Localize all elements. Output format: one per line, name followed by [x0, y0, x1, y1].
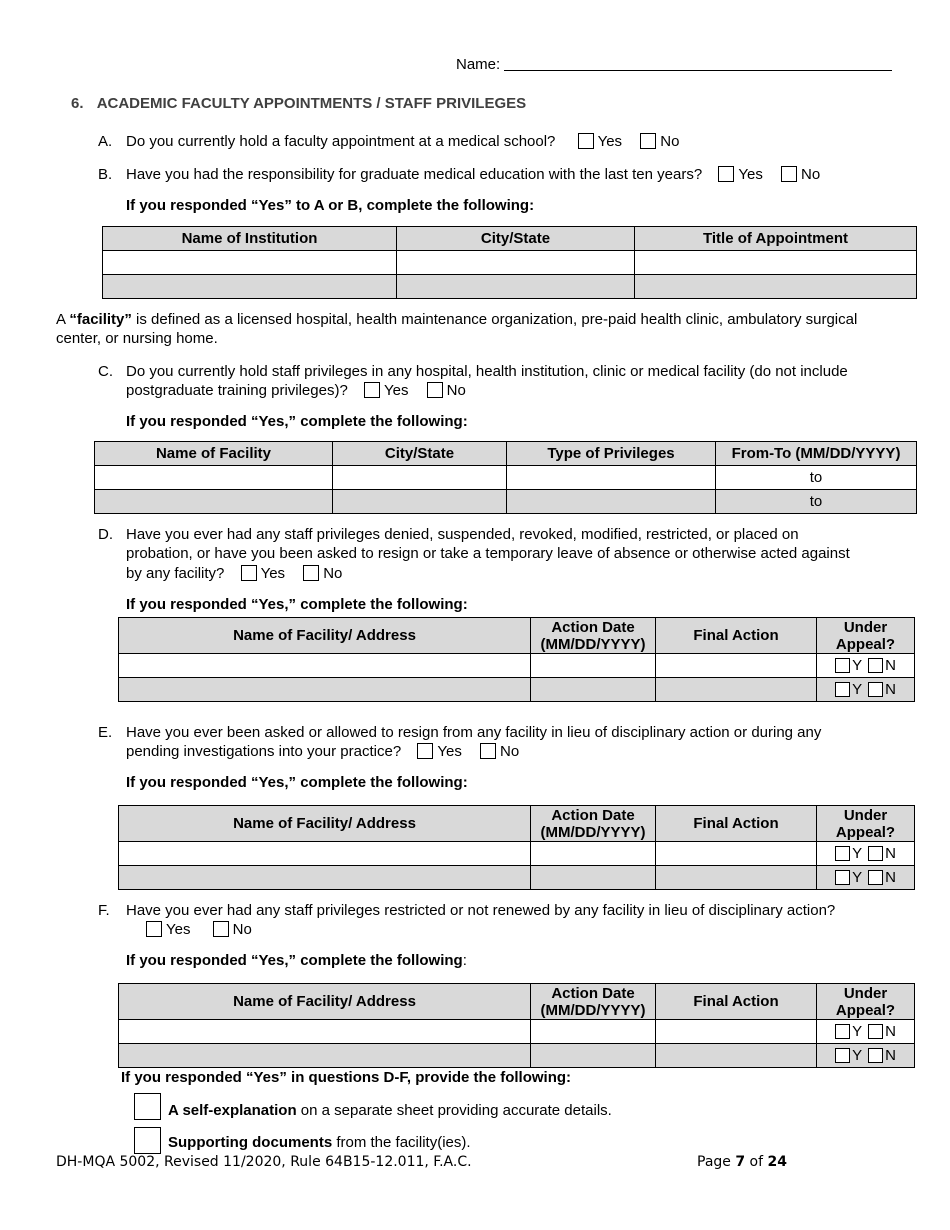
action-table-d	[118, 617, 915, 702]
table-row	[119, 1020, 915, 1044]
question-e-no-checkbox[interactable]	[480, 743, 496, 759]
col-header-facility: Name of Facility	[95, 442, 333, 466]
appeal-n-checkbox[interactable]	[868, 870, 883, 885]
title-cell[interactable]	[635, 275, 917, 299]
col-header-facility-address: Name of Facility/ Address	[119, 618, 531, 654]
table-row	[103, 275, 917, 299]
question-f-yes-checkbox[interactable]	[146, 921, 162, 937]
no-label: No	[660, 133, 680, 150]
action-table-f	[118, 983, 915, 1068]
privileges-cell[interactable]	[507, 490, 716, 514]
col-header-facility-address: Name of Facility/ Address	[119, 984, 531, 1020]
table-row	[119, 866, 915, 890]
final-action-cell[interactable]	[656, 842, 817, 866]
self-explanation-text: on a separate sheet providing accurate details.	[296, 1102, 612, 1119]
facility-cell[interactable]	[95, 466, 333, 490]
action-table-e	[118, 805, 915, 890]
section-heading	[71, 95, 526, 113]
appeal-y-checkbox[interactable]	[835, 1048, 850, 1063]
action-date-cell[interactable]	[531, 1020, 656, 1044]
question-e-line2	[126, 743, 533, 761]
section-number: 6.	[71, 95, 84, 112]
col-header-final-action: Final Action	[656, 806, 817, 842]
self-explanation-label: A self-explanation	[168, 1102, 297, 1119]
col-header-final-action: Final Action	[656, 618, 817, 654]
instruction-d-f: If you responded “Yes” in questions D-F, provide the following:	[121, 1069, 572, 1086]
appeal-n-checkbox[interactable]	[868, 1024, 883, 1039]
final-action-cell[interactable]	[656, 1044, 817, 1068]
faculty-appointment-table	[102, 226, 917, 299]
question-d-text: by any facility?	[126, 565, 225, 582]
col-header-action-date: Action Date (MM/DD/YYYY)	[531, 806, 656, 842]
current-page: 7	[735, 1154, 746, 1170]
question-e-line1: Have you ever been asked or allowed to resign from any facility in lieu of disciplinary action or during any	[126, 724, 822, 741]
staff-privileges-table	[94, 441, 917, 514]
question-a-yes-checkbox[interactable]	[578, 133, 594, 149]
form-identifier: DH-MQA 5002, Revised 11/2020, Rule 64B15-12.011, F.A.C.	[56, 1154, 472, 1170]
facility-definition-line1	[56, 311, 857, 329]
final-action-cell[interactable]	[656, 1020, 817, 1044]
y-label: Y	[852, 1023, 863, 1040]
y-label: Y	[852, 869, 863, 886]
instruction-e: If you responded “Yes,” complete the following:	[126, 774, 468, 791]
table-row	[119, 678, 915, 702]
supporting-documents-checkbox[interactable]	[134, 1127, 161, 1154]
appeal-y-checkbox[interactable]	[835, 846, 850, 861]
n-label: N	[885, 657, 896, 674]
action-date-cell[interactable]	[531, 866, 656, 890]
table-row	[95, 490, 917, 514]
col-header-title: Title of Appointment	[635, 227, 917, 251]
facility-address-cell[interactable]	[119, 1044, 531, 1068]
question-b-letter: B.	[98, 166, 113, 183]
no-label: No	[500, 743, 520, 760]
no-label: No	[446, 382, 466, 399]
yes-label: Yes	[738, 166, 763, 183]
yes-label: Yes	[437, 743, 462, 760]
instruction-c: If you responded “Yes,” complete the following:	[126, 413, 468, 430]
city-state-cell[interactable]	[397, 251, 635, 275]
question-b-yes-checkbox[interactable]	[718, 166, 734, 182]
yes-label: Yes	[383, 382, 409, 399]
supporting-documents-item	[168, 1134, 471, 1152]
question-c-line2	[126, 382, 480, 400]
no-label: No	[801, 166, 821, 183]
question-a-letter: A.	[98, 133, 113, 150]
yes-label: Yes	[166, 921, 191, 938]
name-label: Name:	[456, 56, 501, 73]
col-header-action-date: Action Date (MM/DD/YYYY)	[531, 984, 656, 1020]
question-c-yes-checkbox[interactable]	[364, 382, 380, 398]
instruction-f-bold: If you responded “Yes,” complete the following	[126, 952, 463, 969]
privileges-cell[interactable]	[507, 466, 716, 490]
n-label: N	[885, 1047, 896, 1064]
under-appeal-cell	[817, 654, 915, 678]
col-header-under-appeal: Under Appeal?	[817, 806, 915, 842]
facility-address-cell[interactable]	[119, 654, 531, 678]
n-label: N	[885, 681, 896, 698]
under-appeal-cell	[817, 678, 915, 702]
n-label: N	[885, 845, 896, 862]
final-action-cell[interactable]	[656, 678, 817, 702]
appeal-n-checkbox[interactable]	[868, 658, 883, 673]
col-header-city-state: City/State	[333, 442, 507, 466]
appeal-n-checkbox[interactable]	[868, 846, 883, 861]
instruction-a-b: If you responded “Yes” to A or B, complete the following:	[126, 197, 535, 214]
question-d-line1: Have you ever had any staff privileges denied, suspended, revoked, modified, restricted, or placed on	[126, 526, 799, 543]
facility-address-cell[interactable]	[119, 842, 531, 866]
question-d-yes-checkbox[interactable]	[241, 565, 257, 581]
appeal-y-checkbox[interactable]	[835, 682, 850, 697]
action-date-cell[interactable]	[531, 654, 656, 678]
yes-label: Yes	[597, 133, 623, 150]
page-number: Page 7 of 24	[697, 1154, 787, 1170]
institution-cell[interactable]	[103, 251, 397, 275]
facility-address-cell[interactable]	[119, 1020, 531, 1044]
col-header-under-appeal: Under Appeal?	[817, 618, 915, 654]
from-to-cell[interactable]: to	[716, 490, 917, 514]
title-cell[interactable]	[635, 251, 917, 275]
table-row	[119, 842, 915, 866]
question-c-letter: C.	[98, 363, 113, 380]
col-header-action-date: Action Date (MM/DD/YYYY)	[531, 618, 656, 654]
appeal-y-checkbox[interactable]	[835, 1024, 850, 1039]
question-e-letter: E.	[98, 724, 113, 741]
question-b	[126, 166, 834, 184]
question-c-line1: Do you currently hold staff privileges in any hospital, health institution, clinic or medical facility (do not include	[126, 363, 848, 380]
table-row	[119, 1044, 915, 1068]
appeal-y-checkbox[interactable]	[835, 658, 850, 673]
supporting-documents-label: Supporting documents	[168, 1134, 333, 1151]
facility-cell[interactable]	[95, 490, 333, 514]
self-explanation-item	[168, 1102, 612, 1120]
question-a	[126, 133, 693, 151]
under-appeal-cell	[817, 1020, 915, 1044]
table-row	[103, 251, 917, 275]
facility-address-cell[interactable]	[119, 678, 531, 702]
under-appeal-cell	[817, 1044, 915, 1068]
question-e-yes-checkbox[interactable]	[417, 743, 433, 759]
question-b-no-checkbox[interactable]	[781, 166, 797, 182]
city-state-cell[interactable]	[333, 466, 507, 490]
facility-address-cell[interactable]	[119, 866, 531, 890]
action-date-cell[interactable]	[531, 842, 656, 866]
city-state-cell[interactable]	[397, 275, 635, 299]
supporting-documents-text: from the facility(ies).	[332, 1134, 471, 1151]
self-explanation-checkbox[interactable]	[134, 1093, 161, 1120]
question-c-no-checkbox[interactable]	[427, 382, 443, 398]
y-label: Y	[852, 845, 863, 862]
appeal-y-checkbox[interactable]	[835, 870, 850, 885]
action-date-cell[interactable]	[531, 1044, 656, 1068]
y-label: Y	[852, 1047, 863, 1064]
col-header-facility-address: Name of Facility/ Address	[119, 806, 531, 842]
section-title: ACADEMIC FACULTY APPOINTMENTS / STAFF PRIVILEGES	[96, 95, 527, 112]
question-c-text: postgraduate training privileges)?	[126, 382, 348, 399]
question-a-no-checkbox[interactable]	[640, 133, 656, 149]
table-row	[95, 466, 917, 490]
final-action-cell[interactable]	[656, 866, 817, 890]
under-appeal-cell	[817, 866, 915, 890]
question-f-no-checkbox[interactable]	[213, 921, 229, 937]
from-to-cell[interactable]: to	[716, 466, 917, 490]
name-field-row	[456, 56, 892, 74]
col-header-final-action: Final Action	[656, 984, 817, 1020]
col-header-privileges: Type of Privileges	[507, 442, 716, 466]
instruction-d: If you responded “Yes,” complete the following:	[126, 596, 468, 613]
instruction-f	[126, 952, 467, 970]
facility-definition-line2: center, or nursing home.	[56, 330, 218, 347]
n-label: N	[885, 1023, 896, 1040]
question-b-text: Have you had the responsibility for graduate medical education with the last ten years?	[126, 166, 703, 183]
col-header-under-appeal: Under Appeal?	[817, 984, 915, 1020]
no-label: No	[323, 565, 343, 582]
name-input-line[interactable]	[504, 57, 892, 71]
question-d-no-checkbox[interactable]	[303, 565, 319, 581]
y-label: Y	[852, 657, 863, 674]
facility-def-prefix: A	[56, 311, 70, 328]
question-d-letter: D.	[98, 526, 113, 543]
no-label: No	[232, 921, 252, 938]
question-e-text: pending investigations into your practice?	[126, 743, 402, 760]
appeal-n-checkbox[interactable]	[868, 1048, 883, 1063]
final-action-cell[interactable]	[656, 654, 817, 678]
institution-cell[interactable]	[103, 275, 397, 299]
city-state-cell[interactable]	[333, 490, 507, 514]
question-f-line1: Have you ever had any staff privileges restricted or not renewed by any facility in lieu of disciplinary action?	[126, 902, 836, 919]
yes-label: Yes	[260, 565, 286, 582]
total-pages: 24	[767, 1154, 787, 1170]
facility-def-rest: is defined as a licensed hospital, health maintenance organization, pre-paid health clinic, ambulatory surgical	[131, 311, 858, 328]
col-header-from-to: From-To (MM/DD/YYYY)	[716, 442, 917, 466]
action-date-cell[interactable]	[531, 678, 656, 702]
question-f-options	[146, 921, 266, 939]
appeal-n-checkbox[interactable]	[868, 682, 883, 697]
instruction-f-rest: :	[462, 952, 467, 969]
question-a-text: Do you currently hold a faculty appointment at a medical school?	[126, 133, 556, 150]
question-d-line2: probation, or have you been asked to resign or take a temporary leave of absence or otherwise acted against	[126, 545, 850, 562]
facility-term: “facility”	[69, 311, 132, 328]
col-header-city-state: City/State	[397, 227, 635, 251]
under-appeal-cell	[817, 842, 915, 866]
question-f-letter: F.	[98, 902, 110, 919]
question-d-line3	[126, 565, 356, 583]
table-row	[119, 654, 915, 678]
y-label: Y	[852, 681, 863, 698]
col-header-institution: Name of Institution	[103, 227, 397, 251]
n-label: N	[885, 869, 896, 886]
